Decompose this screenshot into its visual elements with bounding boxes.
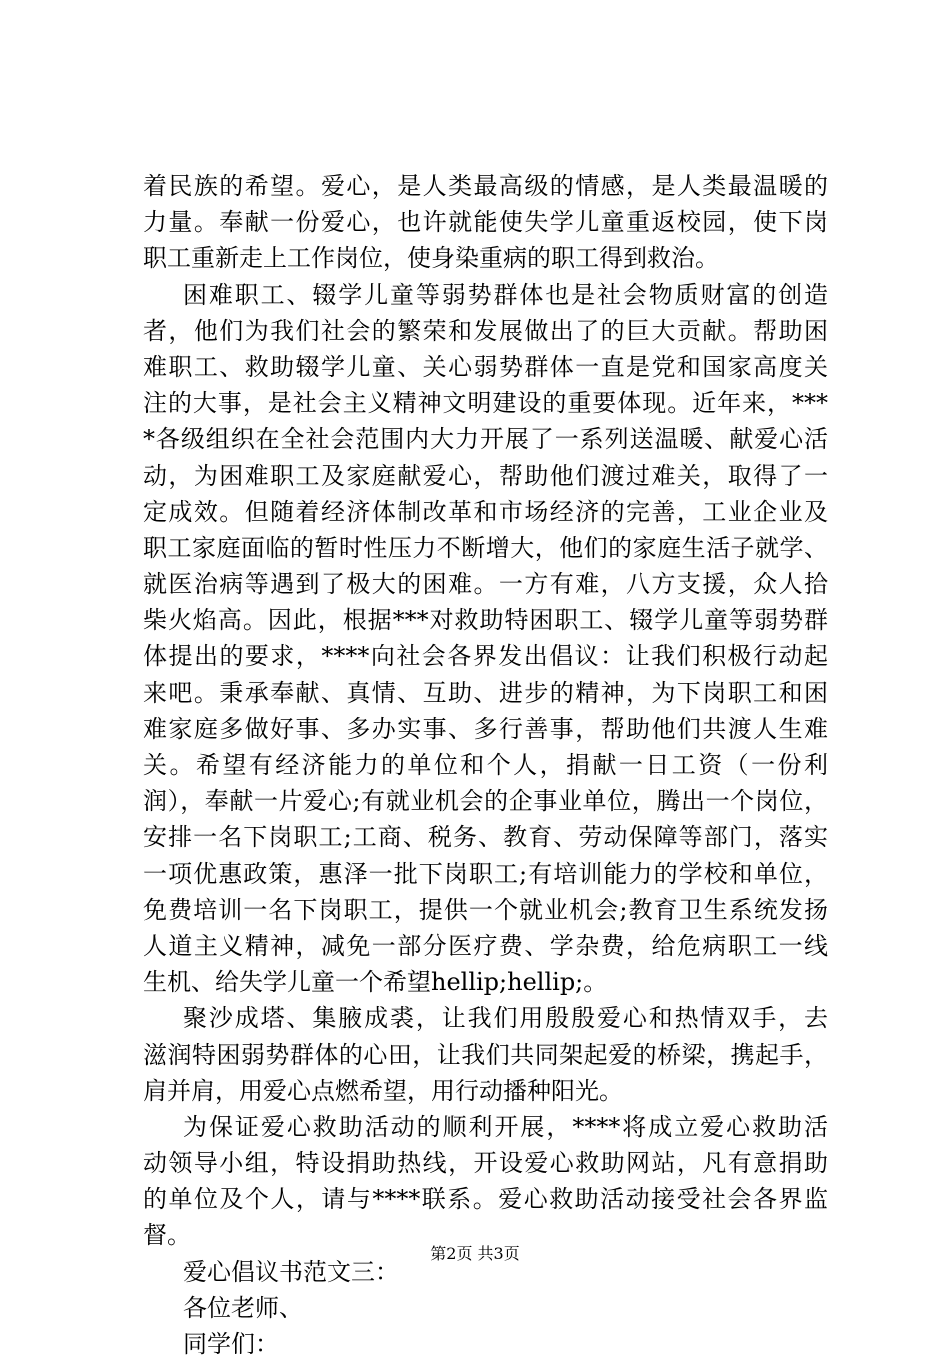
- text-line: 动，为困难职工及家庭献爱心，帮助他们渡过难关，取得了一: [143, 461, 828, 490]
- text-line: 爱心倡议书范文三：: [183, 1257, 399, 1286]
- text-line: 者，他们为我们社会的繁荣和发展做出了的巨大贡献。帮助困: [143, 316, 828, 345]
- text-line: 职工重新走上工作岗位，使身染重病的职工得到救治。: [143, 244, 719, 273]
- text-line: 着民族的希望。爱心，是人类最高级的情感，是人类最温暖的: [143, 172, 828, 200]
- text-line: 聚沙成塔、集腋成裘，让我们用殷殷爱心和热情双手，去: [183, 1004, 828, 1033]
- text-line: 润），奉献一片爱心;有就业机会的企事业单位，腾出一个岗位，: [143, 787, 828, 816]
- text-line: 困难职工、辍学儿童等弱势群体也是社会物质财富的创造: [183, 280, 828, 309]
- document-body: [143, 168, 828, 1362]
- text-line: 生机、给失学儿童一个希望hellip;hellip;。: [143, 968, 608, 997]
- text-line: 力量。奉献一份爱心，也许就能使失学儿童重返校园，使下岗: [143, 208, 828, 237]
- text-line: 难家庭多做好事、多办实事、多行善事，帮助他们共渡人生难: [143, 714, 828, 743]
- text-line: 滋润特困弱势群体的心田，让我们共同架起爱的桥梁，携起手，: [143, 1040, 828, 1069]
- text-line: 难职工、救助辍学儿童、关心弱势群体一直是党和国家高度关: [143, 352, 828, 381]
- text-line: 安排一名下岗职工;工商、税务、教育、劳动保障等部门，落实: [143, 823, 828, 852]
- text-line: 职工家庭面临的暂时性压力不断增大，他们的家庭生活子就学、: [143, 533, 828, 562]
- text-line: 各位老师、: [183, 1293, 303, 1322]
- text-line: 同学们：: [183, 1330, 279, 1358]
- text-line: 为保证爱心救助活动的顺利开展，****将成立爱心救助活: [183, 1112, 828, 1141]
- text-line: 人道主义精神，减免一部分医疗费、学杂费，给危病职工一线: [143, 931, 828, 960]
- text-line: 一项优惠政策，惠泽一批下岗职工;有培训能力的学校和单位，: [143, 859, 828, 888]
- text-line: 来吧。秉承奉献、真情、互助、进步的精神，为下岗职工和困: [143, 678, 828, 707]
- text-line: 免费培训一名下岗职工，提供一个就业机会;教育卫生系统发扬: [143, 895, 828, 924]
- page-footer: 第2页 共3页: [430, 1244, 520, 1263]
- text-line: 定成效。但随着经济体制改革和市场经济的完善，工业企业及: [143, 497, 828, 526]
- text-line: 注的大事，是社会主义精神文明建设的重要体现。近年来，***: [143, 389, 828, 418]
- text-line: *各级组织在全社会范围内大力开展了一系列送温暖、献爱心活: [143, 425, 828, 454]
- text-line: 的单位及个人，请与****联系。爱心救助活动接受社会各界监: [143, 1185, 828, 1214]
- text-line: 体提出的要求，****向社会各界发出倡议：让我们积极行动起: [143, 642, 828, 671]
- text-line: 督。: [143, 1221, 191, 1250]
- text-line: 肩并肩，用爱心点燃希望，用行动播种阳光。: [143, 1076, 623, 1105]
- text-line: 就医治病等遇到了极大的困难。一方有难，八方支援，众人拾: [143, 570, 828, 599]
- text-line: 柴火焰高。因此，根据***对救助特困职工、辍学儿童等弱势群: [143, 606, 828, 635]
- text-line: 关。希望有经济能力的单位和个人，捐献一日工资（一份利: [143, 751, 828, 779]
- text-line: 动领导小组，特设捐助热线，开设爱心救助网站，凡有意捐助: [143, 1149, 828, 1178]
